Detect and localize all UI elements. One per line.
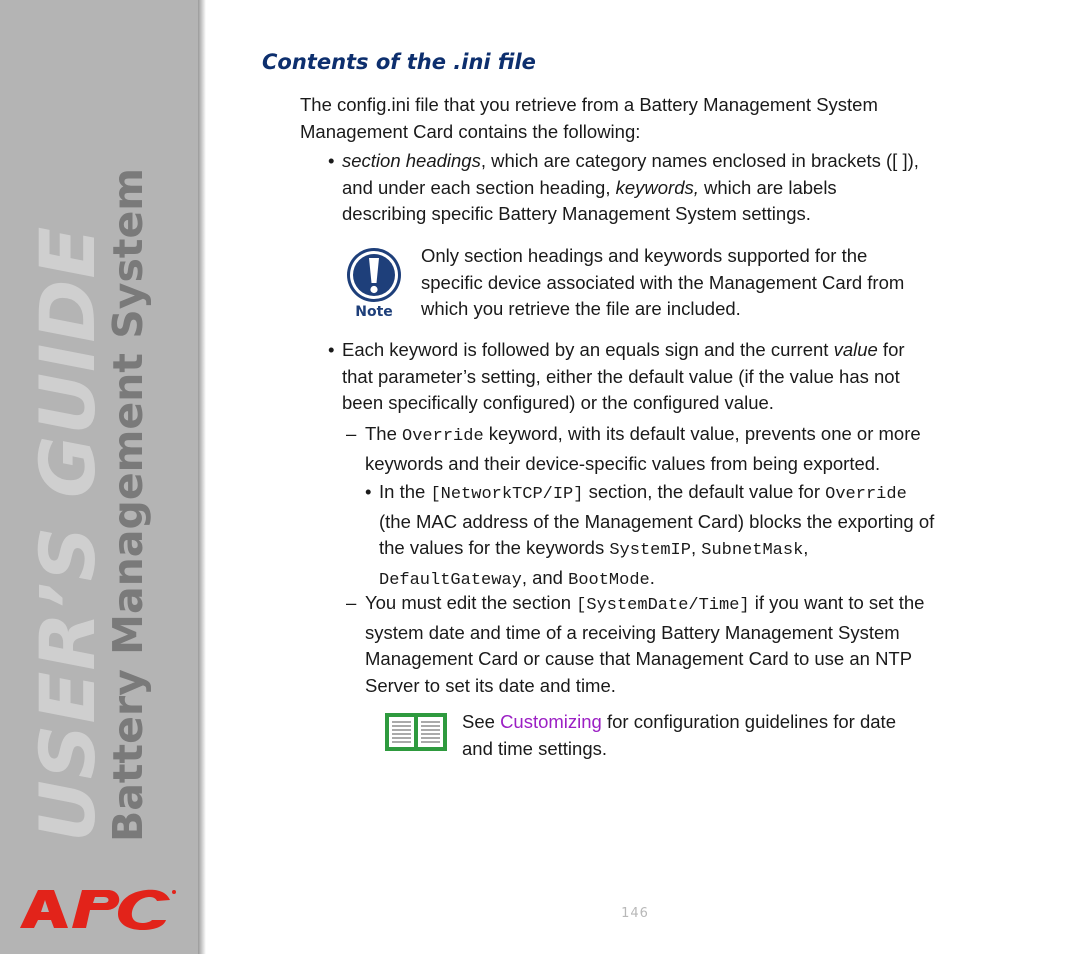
term-value: value xyxy=(833,339,878,360)
dash-text: Management Card or cause that Management Card to use an NTP xyxy=(365,648,913,669)
code-subnetmask: SubnetMask xyxy=(701,541,804,560)
apc-logo xyxy=(18,884,178,932)
note-line: Only section headings and keywords supported for the xyxy=(421,245,868,266)
bullet-text: Each keyword is followed by an equals sign and the current xyxy=(342,339,834,360)
note-line: which you retrieve the file are included. xyxy=(421,298,741,319)
dash-text: Server to set its date and time. xyxy=(365,674,616,696)
sub-text: section, the default value for xyxy=(583,481,826,502)
dash-systemdate xyxy=(365,590,924,699)
book-icon xyxy=(384,712,448,752)
see-also-text xyxy=(462,709,896,762)
see-also-line: for configuration guidelines for date xyxy=(601,711,896,732)
bullet-section-headings xyxy=(342,148,919,228)
sub-bullet-marker: • xyxy=(365,481,372,502)
bullet-text: describing specific Battery Management System settings. xyxy=(342,203,811,224)
dash-text: You must edit the section xyxy=(365,592,577,613)
sub-text: In the xyxy=(379,481,431,502)
bullet-text: for xyxy=(877,339,905,360)
dash-text: keywords and their device-specific values from being exported. xyxy=(365,452,881,474)
bullet-text: which are labels xyxy=(698,176,837,198)
intro-line-2: Management Card contains the following: xyxy=(300,120,641,142)
note-line: specific device associated with the Management Card from xyxy=(421,271,905,293)
see-also-line: and time settings. xyxy=(462,737,607,759)
sub-text: , xyxy=(690,537,702,558)
dash-marker: – xyxy=(346,592,357,613)
note-icon-label: Note xyxy=(355,304,393,320)
bullet-text: been specifically configured) or the configured value. xyxy=(342,392,774,413)
bullet-text: , which are category names enclosed in brackets ([ ]), xyxy=(480,150,919,171)
dash-override xyxy=(365,421,921,477)
customizing-link[interactable]: Customizing xyxy=(500,711,602,732)
code-systemdate: [SystemDate/Time] xyxy=(576,596,750,615)
sub-bullet-networktcp xyxy=(379,479,934,594)
sub-text: the values for the keywords xyxy=(379,537,610,558)
code-systemip: SystemIP xyxy=(609,541,691,560)
dash-text: The xyxy=(365,423,403,444)
note-text xyxy=(421,243,904,323)
dash-text: if you want to set the xyxy=(749,592,925,613)
dash-text: system date and time of a receiving Battery Management System xyxy=(365,621,900,643)
bullet-keyword-value xyxy=(342,337,905,417)
intro-paragraph xyxy=(300,92,878,145)
product-title: Battery Management System xyxy=(104,168,152,842)
sub-text: (the MAC address of the Management Card) blocks the exporting of xyxy=(379,510,935,532)
page-number: 146 xyxy=(621,906,649,921)
code-bootmode: BootMode xyxy=(568,570,650,590)
dash-marker: – xyxy=(346,423,357,444)
bullet-text: and under each section heading, xyxy=(342,176,616,198)
intro-line-1: The config.ini file that you retrieve from a Battery Management System xyxy=(300,94,878,115)
term-keywords: keywords, xyxy=(615,176,699,198)
see-also-line: See xyxy=(462,711,501,732)
bullet-text: that parameter’s setting, either the default value (if the value has not xyxy=(342,365,900,387)
section-heading: Contents of the .ini file xyxy=(262,50,536,74)
code-override: Override xyxy=(825,485,907,504)
sub-text: , and xyxy=(521,566,569,588)
term-section-headings: section headings xyxy=(342,150,481,171)
code-networktcp: [NetworkTCP/IP] xyxy=(430,485,584,504)
sub-text: . xyxy=(649,566,655,588)
guide-title: USER’S GUIDE xyxy=(23,225,112,842)
dash-text: keyword, with its default value, prevents one or more xyxy=(483,423,921,444)
code-override: Override xyxy=(402,427,484,446)
code-defaultgateway: DefaultGateway xyxy=(379,570,522,590)
sub-text: , xyxy=(803,537,809,558)
bullet-marker: • xyxy=(328,339,335,360)
sidebar-shadow xyxy=(198,0,206,954)
bullet-marker: • xyxy=(328,150,335,171)
